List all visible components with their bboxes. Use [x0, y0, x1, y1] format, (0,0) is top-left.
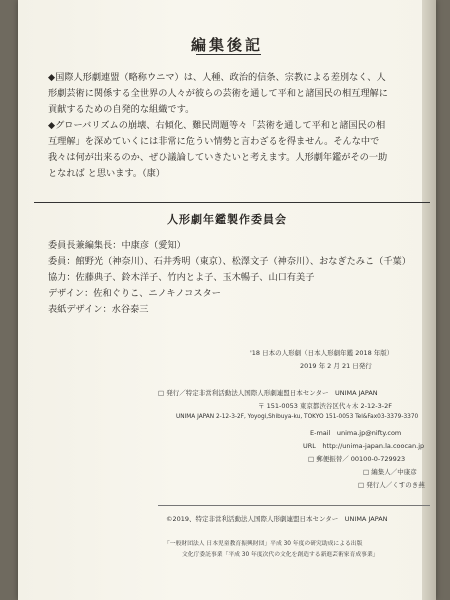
editorial-line: 貢献するための自発的な組織です。: [48, 104, 195, 115]
grant-note-1: 「一般財団法人 日本児童教育振興財団」平成 30 年度の研究助成による出版: [164, 541, 363, 547]
page-heading: 編集後記: [190, 36, 263, 54]
editorial-line: となれば と思います。（康）: [48, 168, 166, 179]
book-title: '18 日本の人形劇（日本人形劇年鑑 2018 年版）: [250, 349, 394, 357]
editorial-line: 形劇芸術に関係する全世界の人々が彼らの芸術を通して平和と諸国民の相互理解に: [48, 88, 388, 99]
editorial-text: [48, 70, 388, 182]
postal-address: 〒 151-0053 東京都渋谷区代々木 2-12-3-2F: [258, 402, 392, 410]
credit-line: デザイン：佐和ぐりこ、ニノキノコスター: [48, 288, 221, 299]
english-address: UNIMA JAPAN 2-12-3-2F, Yoyogi,Shibuya-ku, TOKYO 151-0053 Tel&Fax03-3379-3370: [176, 414, 419, 420]
editorial-line: ◆国際人形劇連盟（略称ウニマ）は、人種、政治的信条、宗教による差別なく、人: [48, 72, 386, 83]
copyright: ©2019、特定非営利活動法人国際人形劇連盟日本センター UNIMA JAPAN: [166, 515, 388, 523]
page-edge: [422, 0, 436, 600]
credit-line: 協力：佐藤典子、鈴木洋子、竹内とよ子、玉木暢子、山口有美子: [48, 272, 315, 283]
editor: □ 編集人／中康彦: [363, 468, 417, 476]
heading-underline: [196, 54, 261, 55]
footer-divider: [158, 505, 430, 506]
issuer: □ 発行人／くすのき燕: [358, 481, 425, 489]
email: E-mail unima.jp@nifty.com: [310, 429, 402, 437]
credit-line: 表紙デザイン：水谷泰三: [48, 304, 149, 315]
editorial-line: 互理解」を深めていくには非常に危うい情勢と言わざるを得ません。そんな中で: [48, 136, 380, 147]
grant-note-2: 文化庁委託事業「平成 30 年度次代の文化を創造する新進芸術家育成事業」: [182, 552, 379, 558]
publish-date: 2019 年 2 月 21 日発行: [300, 362, 372, 370]
editorial-line: ◆グローバリズムの崩壊、右傾化、難民問題等々「芸術を通して平和と諸国民の相: [48, 120, 386, 131]
document-page: [18, 0, 436, 600]
website-url: URL http://unima-japan.la.coocan.jp: [303, 442, 425, 450]
credit-line: 委員長兼編集長：中康彦（愛知）: [48, 240, 186, 251]
credit-line: 委員：館野光（神奈川）、石井秀明（東京）、松澤文子（神奈川）、おなぎたみこ（千葉）: [48, 256, 411, 267]
committee-title: 人形劇年鑑製作委員会: [167, 213, 287, 226]
postal-transfer: □ 郵便振替／ 00100-0-729923: [308, 455, 406, 463]
publisher: □ 発行／特定非営利活動法人国際人形劇連盟日本センター UNIMA JAPAN: [158, 389, 378, 397]
credits-list: [48, 238, 411, 318]
editorial-line: 我々は何が出来るのか、ぜひ議論していきたいと考えます。人形劇年鑑がその一助: [48, 152, 388, 163]
section-divider: [34, 202, 430, 203]
